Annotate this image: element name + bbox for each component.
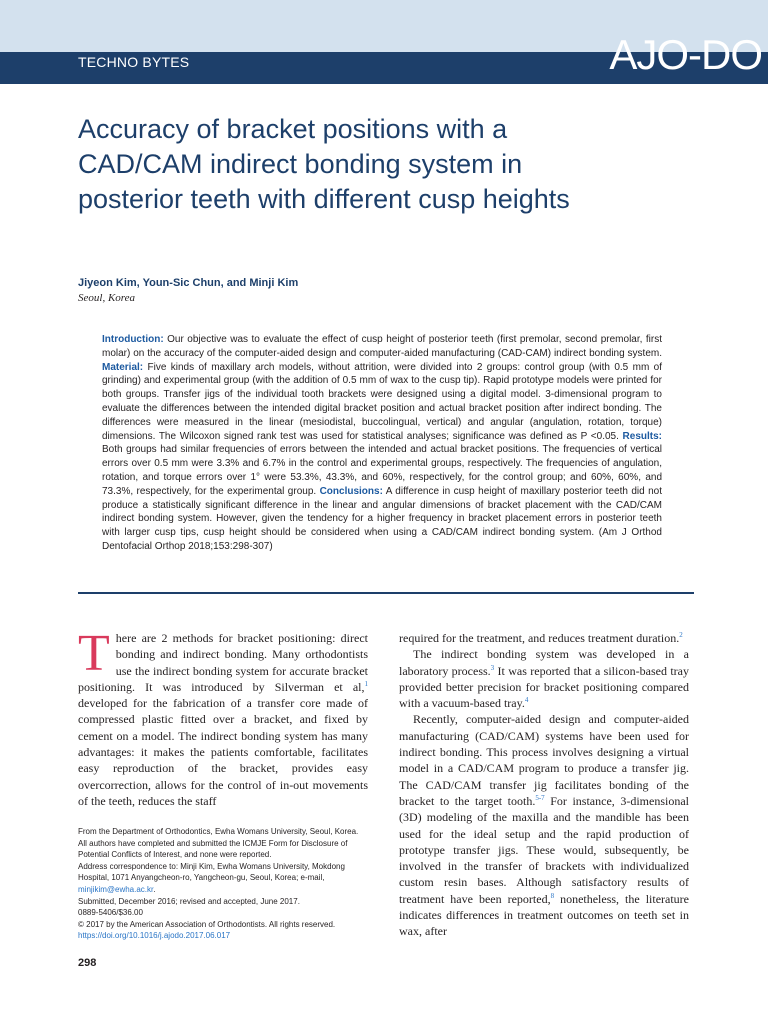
footnote-issn: 0889-5406/$36.00 xyxy=(78,908,143,918)
article-title: Accuracy of bracket positions with a CAD/CAM indirect bonding system in posterior teeth with different cusp heights xyxy=(78,114,570,214)
footnote-doi-link[interactable]: https://doi.org/10.1016/j.ajodo.2017.06.017 xyxy=(78,931,231,941)
author-list: Jiyeon Kim, Youn-Sic Chun, and Minji Kim xyxy=(78,277,299,289)
body-paragraph xyxy=(399,711,689,939)
body-text: For instance, 3-dimensional (3D) modeling of the maxilla and the mandible has been used for the ideal setup and the rapid production of prototype transfer jigs. These would, subsequently, be involved in the transfer of brackets with individualized custom resin bases. Although satisfactory results of treatment have been reported, xyxy=(399,793,689,906)
footnote-copyright: © 2017 by the American Association of Orthodontists. All rights reserved. xyxy=(78,919,336,929)
drop-cap: T xyxy=(78,625,110,682)
body-text: It was reported that a silicon-based tray provided better precision for bracket positioning compared with a vacuum-based tray. xyxy=(399,663,689,711)
abstract xyxy=(102,333,662,554)
abstract-results-label: Results: xyxy=(622,430,662,442)
body-paragraph xyxy=(78,625,368,809)
body-text: required for the treatment, and reduces treatment duration. xyxy=(399,631,680,645)
body-text: developed for the fabrication of a transfer core made of compressed plastic fitted over a bracket, and fixed by cement on a model. The indirect bonding system has many advantages: it makes the patients comfortable, facilitates easy reproduction of the bracket, provides easy overcorrection, allows for the control of in-out movements of the teeth, reduces the staff xyxy=(78,696,368,808)
footnote-department: From the Department of Orthodontics, Ewha Womans University, Seoul, Korea. xyxy=(78,827,359,836)
body-paragraph xyxy=(399,630,689,646)
footnote-dates: Submitted, December 2016; revised and accepted, June 2017. xyxy=(78,896,300,906)
reference-link[interactable]: 2 xyxy=(679,631,683,639)
body-text: nonetheless, the literature indicates differences in treatment outcomes on teeth set in wax, after xyxy=(399,891,690,939)
footnote-email-link[interactable]: minjikim@ewha.ac.kr xyxy=(78,884,154,894)
abstract-introduction-label: Introduction: xyxy=(102,334,164,345)
reference-link[interactable]: 3 xyxy=(490,663,495,672)
footnote-disclosure: All authors have completed and submitted the ICMJE Form for Disclosure of Potential Conflicts of Interest, and none were reported. xyxy=(78,838,348,860)
footnote-address-text: Address correspondence to: Minji Kim, Ewha Womans University, Mokdong Hospital, 1071 Anyangcheon-ro, Yangcheon-gu, Seoul, Korea; e-mail, xyxy=(78,861,345,883)
reference-link[interactable]: 1 xyxy=(364,679,368,688)
footnote-address xyxy=(78,861,374,896)
abstract-introduction-text: Our objective was to evaluate the effect of cusp height of posterior teeth (first premolar, second premolar, first molar) on the accuracy of the computer-aided design and computer-aided manufacturing (CAD-CAM) indirect bonding system. xyxy=(102,334,663,359)
affiliation: Seoul, Korea xyxy=(78,292,136,304)
body-column-right xyxy=(399,630,689,940)
body-paragraph xyxy=(399,646,689,711)
journal-logo: AJO-DO xyxy=(609,31,762,78)
body-text: The indirect bonding system was developed in a laboratory process. xyxy=(399,647,689,678)
section-label: TECHNO BYTES xyxy=(78,54,190,70)
abstract-conclusions-label: Conclusions: xyxy=(319,485,383,497)
article-footnote xyxy=(78,826,374,942)
abstract-material-label: Material: xyxy=(102,361,144,373)
body-column-left xyxy=(78,625,368,809)
abstract-results-text: Both groups had similar frequencies of errors between the intended and actual bracket positions. The frequencies of vertical errors over 0.5 mm were 3.3% and 6.7% in the control and experimental groups, respectively. The frequencies of angulation, rotation, and torque errors over 1° were 53.3%, 43.3%, and 60%, respectively, for the control group; and 60%, 60%, and 73.3%, respectively, for the experimental group. xyxy=(102,444,662,497)
body-text: here are 2 methods for bracket positioning: direct bonding and indirect bonding. Many orthodontists use the indirect bonding system for accurate bracket positioning. It was introduced by Silverman et al, xyxy=(78,631,368,694)
reference-link[interactable]: 4 xyxy=(524,696,529,705)
reference-link[interactable]: 5-7 xyxy=(535,793,545,802)
abstract-material-text: Five kinds of maxillary arch models, without attrition, were divided into 2 groups: control group (with 0.5 mm of grinding) and experimental group (with the addition of 0.5 mm of wax to the cusp tip). Rapid prototype models were printed for both groups. Transfer jigs of the individual tooth brackets were designed using a digital model. 3-dimensional program to evaluate the differences between the intended digital bracket position and actual bracket position after indirect bonding. The differences were measured in the linear (mesiodistal, buccolingual, vertical) and angular (angulation, rotation, torque) dimensions. The Wilcoxon signed rank test was used for statistical analyses; significance was defined as P <0.05. xyxy=(102,361,662,442)
abstract-divider xyxy=(78,592,694,594)
body-text: Recently, computer-aided design and computer-aided manufacturing (CAD/CAM) systems have been used for indirect bonding. This process involves designing a virtual model in a CAD/CAM program to produce a transfer jig. The CAD/CAM transfer jig facilitates bonding of the bracket to the target tooth. xyxy=(399,712,689,808)
footnote-address-end: . xyxy=(153,884,156,894)
abstract-conclusions-text: A difference in cusp height of maxillary posterior teeth did not produce a statistically significant difference in the linear and angular dimensions of bracket placement with the CAD/CAM indirect bonding system. However, given the tendency for a higher frequency in bracket placement errors in posterior teeth with larger cusp tips, cusp height should be considered when using a CAD/CAM indirect bonding system. (Am J Orthod Dentofacial Orthop 2018;153:298-307) xyxy=(102,485,662,552)
reference-link[interactable]: 8 xyxy=(550,891,555,900)
page-number: 298 xyxy=(78,957,97,969)
